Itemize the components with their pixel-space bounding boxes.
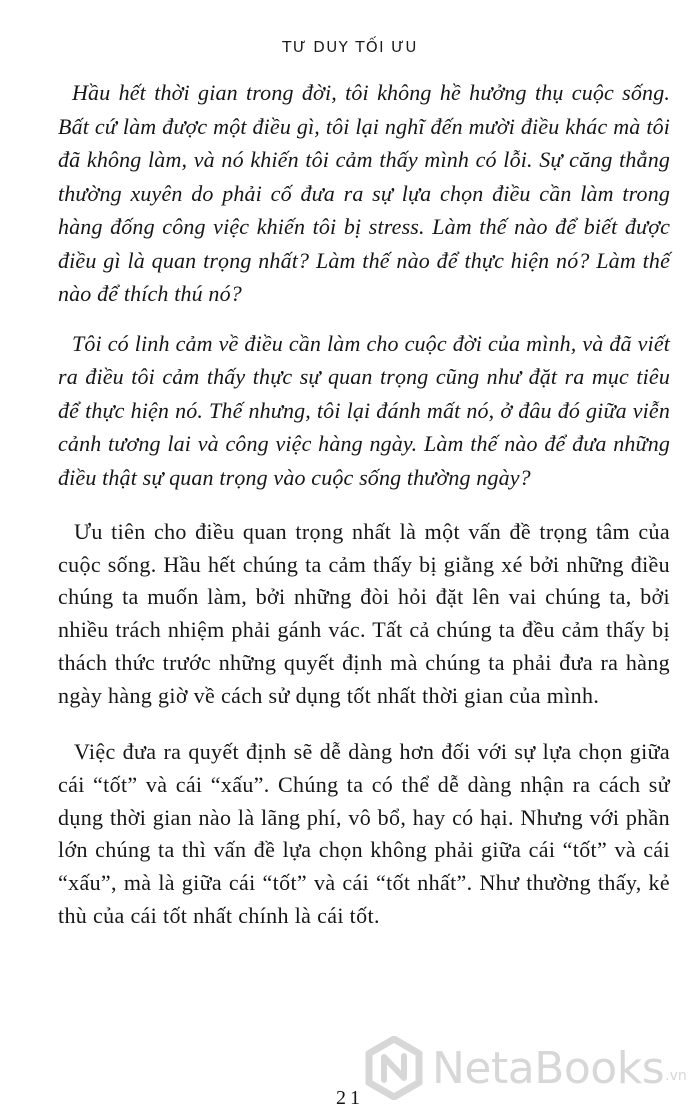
watermark-brand: NetaBooks — [432, 1042, 665, 1094]
quote-paragraph: Hầu hết thời gian trong đời, tôi không hề hưởng thụ cuộc sống. Bất cứ làm được một điều gì, tôi lại nghĩ đến mười điều khác mà tôi đã không làm, và nó khiến tôi cảm thấy mình có lỗi. Sự căng thẳng thường xuyên do phải cố đưa ra sự lựa chọn điều cần làm trong hàng đống công việc khiến tôi bị stress. Làm thế nào để biết được điều gì là quan trọng nhất? Làm thế nào để thực hiện nó? Làm thế nào để thích thú nó? — [58, 80, 670, 306]
watermark-domain: .vn — [665, 1068, 687, 1084]
running-header: TƯ DUY TỐI ƯU — [282, 38, 418, 56]
quote-paragraph: Tôi có linh cảm về điều cần làm cho cuộc đời của mình, và đã viết ra điều tôi cảm thấy thực sự quan trọng cũng như đặt ra mục tiêu để thực hiện nó. Thế nhưng, tôi lại đánh mất nó, ở đâu đó giữa viễn cảnh tương lai và công việc hàng ngày. Làm thế nào để đưa những điều thật sự quan trọng vào cuộc sống thường ngày? — [58, 330, 670, 490]
body-paragraph: Việc đưa ra quyết định sẽ dễ dàng hơn đối với sự lựa chọn giữa cái “tốt” và cái “xấu”. Chúng ta có thể dễ dàng nhận ra cách sử dụng thời gian nào là lãng phí, vô bổ, hay có hại. Nhưng với phần lớn chúng ta thì vấn đề lựa chọn không phải giữa cái “tốt” và cái “xấu”, mà là giữa cái “tốt” và cái “tốt nhất”. Như thường thấy, kẻ thù của cái tốt nhất chính là cái tốt. — [58, 739, 670, 928]
body-paragraph: Ưu tiên cho điều quan trọng nhất là một vấn đề trọng tâm của cuộc sống. Hầu hết chúng ta cảm thấy bị giằng xé bởi những điều chúng ta muốn làm, bởi những đòi hỏi đặt lên vai chúng ta, bởi nhiều trách nhiệm phải gánh vác. Tất cả chúng ta đều cảm thấy bị thách thức trước những quyết định mà chúng ta phải đưa ra hàng ngày hàng giờ về cách sử dụng tốt nhất thời gian của mình. — [58, 519, 670, 708]
page-body — [58, 76, 670, 956]
page-number: 21 — [336, 1087, 364, 1109]
